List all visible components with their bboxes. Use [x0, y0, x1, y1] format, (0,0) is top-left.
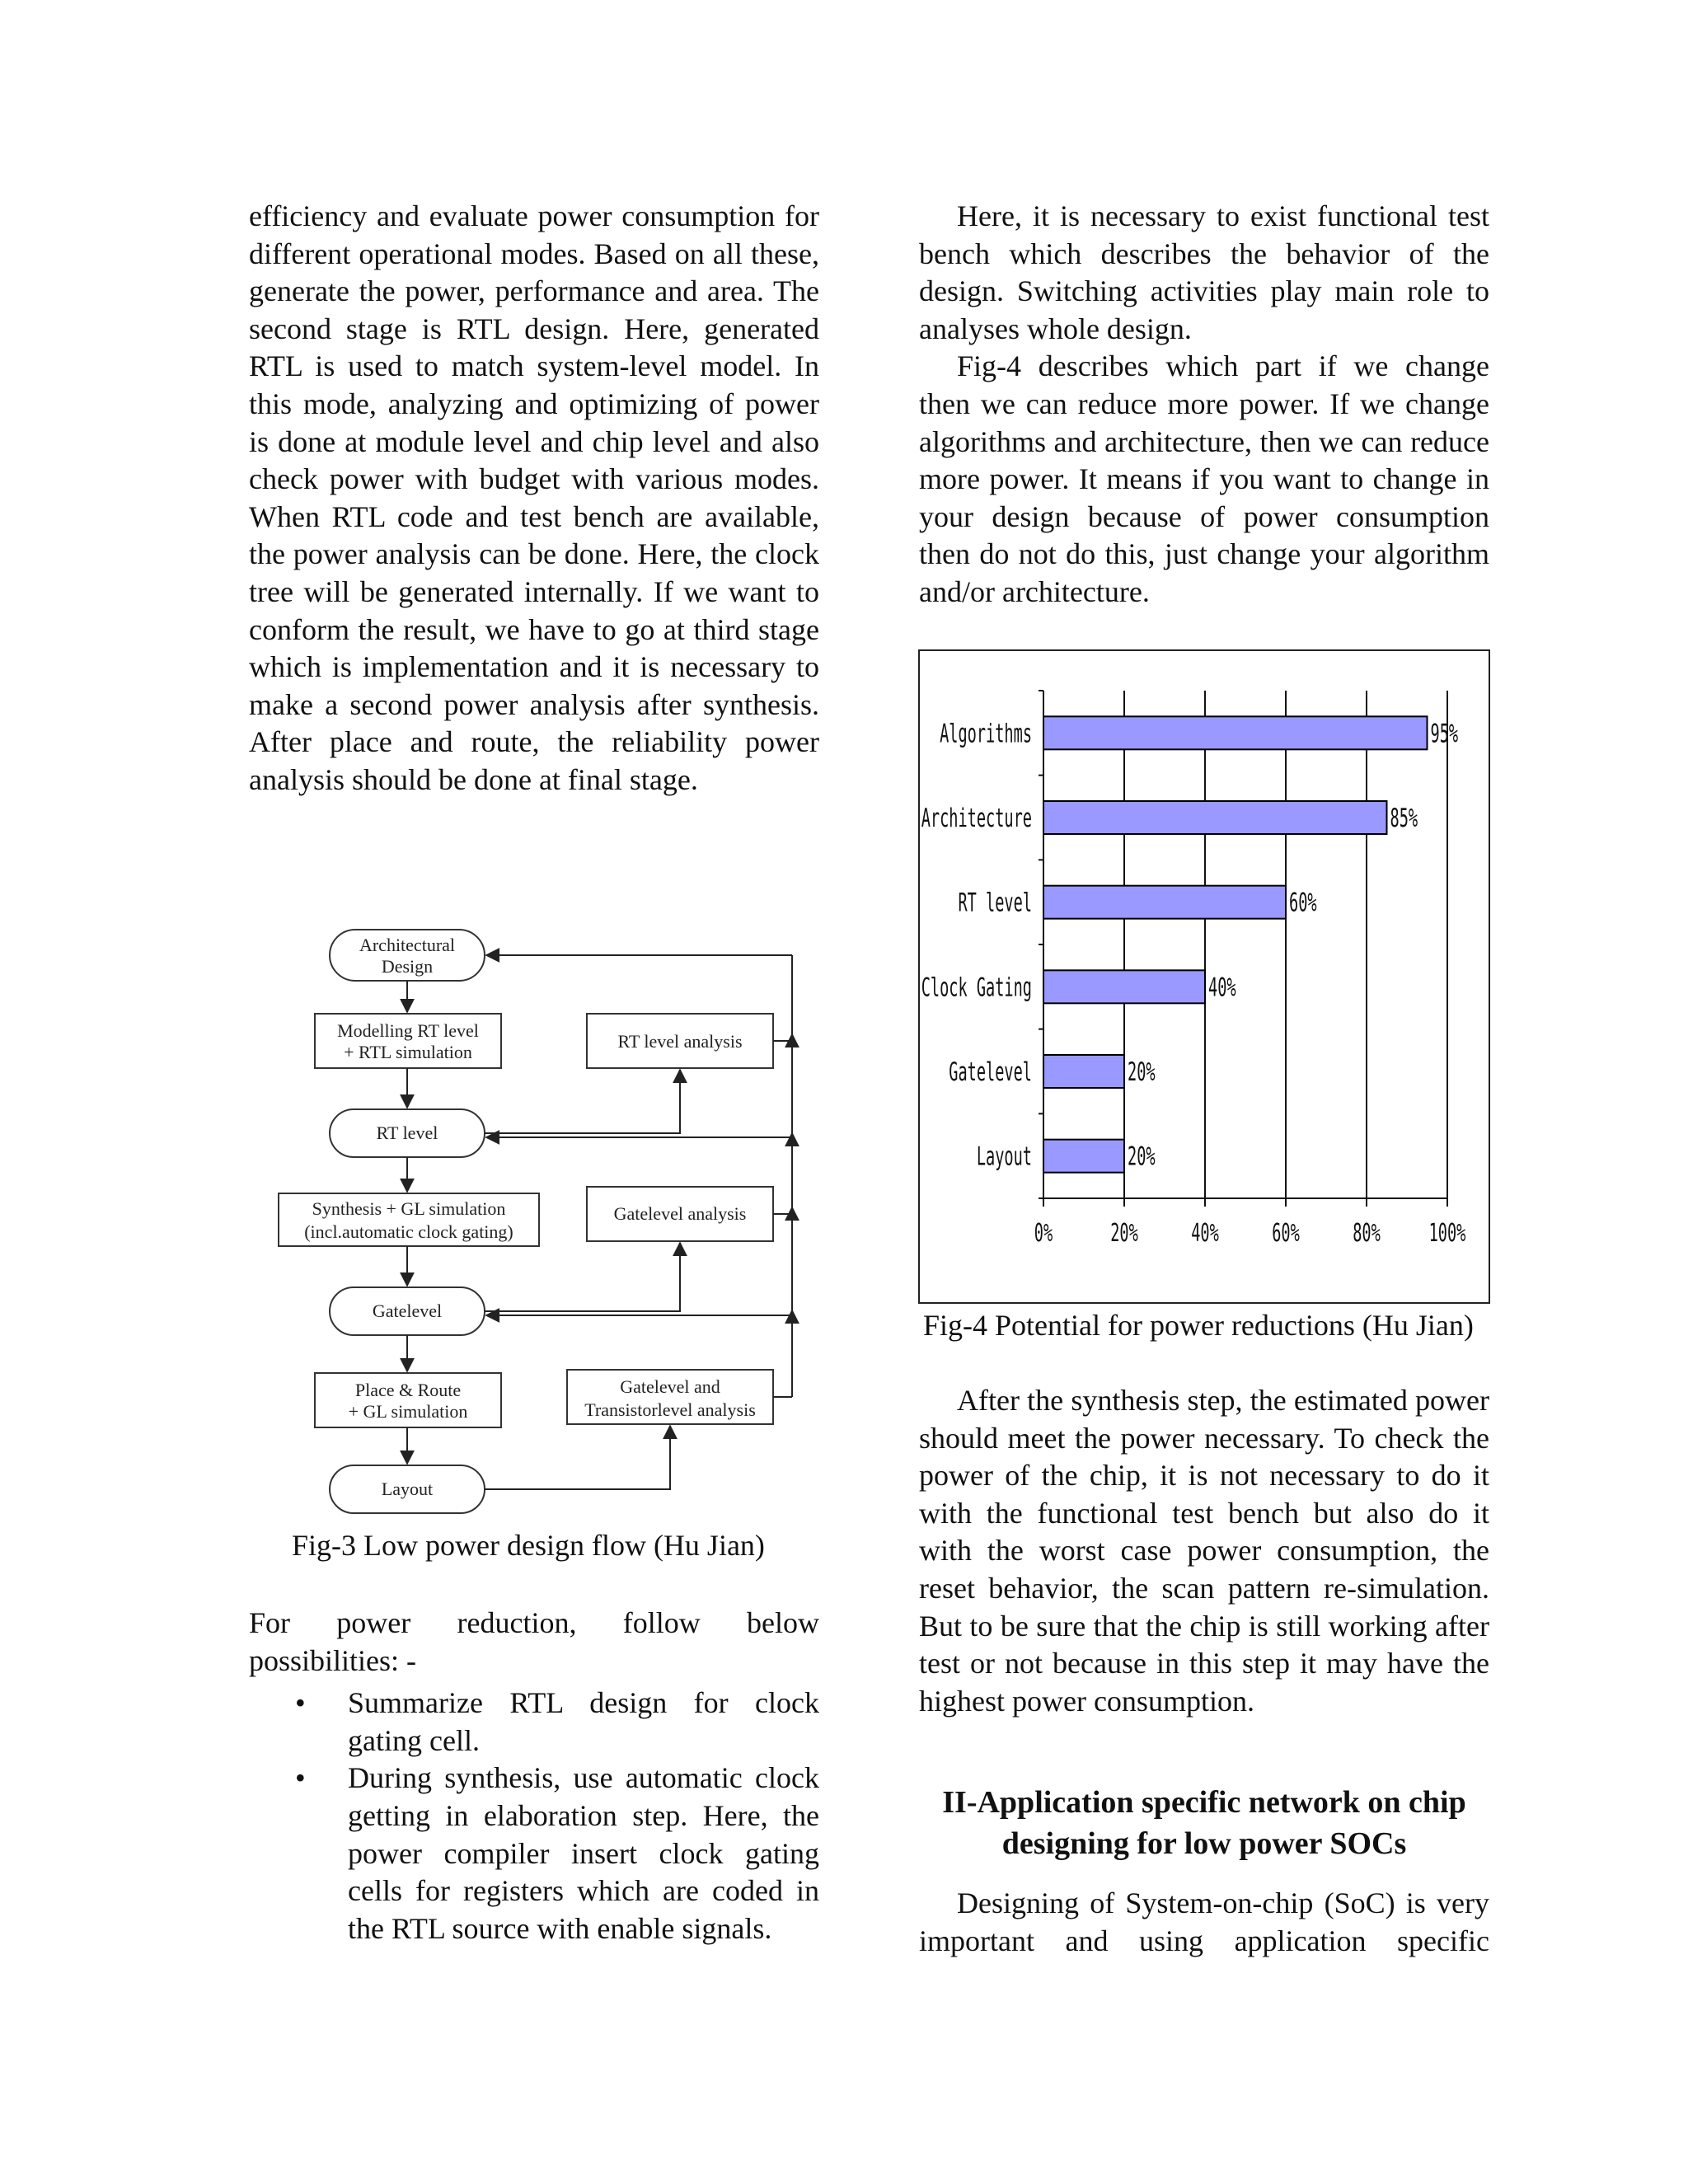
bullet-list: [249, 1685, 819, 1947]
trans-label-2: Transistorlevel analysis: [584, 1399, 756, 1420]
bar-gatelevel: [1043, 1055, 1124, 1088]
arrow-rt-to-analysis: [485, 1070, 680, 1133]
bullets-intro: For power reduction, follow below possibilities: -: [249, 1606, 819, 1677]
body-paragraph: Here, it is necessary to exist functional test bench which describes the behavior of the design. Switching activities play main role to analyses whole design.: [919, 199, 1489, 345]
arch-label-1: Architectural: [359, 935, 456, 955]
fig3-flow-diagram: [272, 915, 816, 1525]
place-label-1: Place & Route: [354, 1380, 462, 1400]
body-paragraph: After the synthesis step, the estimated power should meet the power necessary. To check the power of the chip, it is not necessary to do it with the functional test bench but also do it with the worst case power consumption, the reset behavior, the scan pattern re-simulation. But to be sure that the chip is still working after test or not because in this step it may have the highest power consumption.: [919, 1384, 1489, 1718]
fig4-caption: Fig-4 Potential for power reductions (Hu Jian): [923, 1309, 1474, 1342]
data-label: 60%: [1289, 888, 1317, 919]
gate-analysis-label: Gatelevel analysis: [613, 1203, 747, 1224]
category-label: Algorithms: [940, 719, 1032, 749]
layout-label: Layout: [381, 1479, 434, 1499]
lower-right-column: [919, 1382, 1489, 1720]
lower-left-column: [249, 1605, 819, 1947]
list-item: [249, 1685, 819, 1760]
data-label: 20%: [1128, 1141, 1156, 1173]
x-tick-label: 100%: [1428, 1218, 1466, 1248]
x-tick-label: 80%: [1353, 1218, 1381, 1248]
trans-label-1: Gatelevel and: [620, 1376, 720, 1397]
list-item-text: During synthesis, use automatic clock getting in elaboration step. Here, the power compiler insert clock gating cells for registers which are coded in the RTL source with enable signals.: [348, 1761, 819, 1945]
data-label: 95%: [1430, 719, 1459, 749]
data-label: 85%: [1390, 804, 1418, 834]
arrow-layout-to-analysis: [485, 1426, 670, 1489]
category-label: Gatelevel: [949, 1057, 1032, 1088]
list-item-text: Summarize RTL design for clock gating cell.: [348, 1686, 819, 1757]
bar-rt-level: [1043, 886, 1286, 919]
category-label: Architecture: [921, 804, 1032, 834]
synth-label-1: Synthesis + GL simulation: [312, 1198, 506, 1219]
x-tick-label: 0%: [1034, 1218, 1053, 1248]
left-column: [249, 198, 819, 799]
bullet-icon: •: [295, 1686, 306, 1720]
bar-layout: [1043, 1140, 1124, 1173]
data-label: 40%: [1208, 972, 1236, 1003]
category-label: Clock Gating: [921, 972, 1032, 1003]
list-item: [249, 1760, 819, 1947]
synth-label-2: (incl.automatic clock gating): [304, 1221, 513, 1242]
model-label-2: + RTL simulation: [344, 1042, 472, 1062]
bar-architecture: [1043, 801, 1387, 834]
data-label: 20%: [1128, 1057, 1156, 1088]
body-paragraph: efficiency and evaluate power consumption for different operational modes. Based on all these, generate the power, performance and area. The second stage is RTL design. Here, generated RTL is used to match system-level model. In this mode, analyzing and optimizing of power is done at module level and chip level and also check power with budget with various modes. When RTL code and test bench are available, the power analysis can be done. Here, the clock tree will be generated internally. If we want to conform the result, we have to go at third stage which is implementation and it is necessary to make a second power analysis after synthesis. After place and route, the reliability power analysis should be done at final stage.: [249, 199, 819, 796]
gatelevel-label: Gatelevel: [372, 1301, 443, 1321]
model-label-1: Modelling RT level: [337, 1020, 479, 1041]
closing-column: [919, 1885, 1489, 1960]
fig3-caption: Fig-3 Low power design flow (Hu Jian): [292, 1529, 765, 1562]
x-tick-label: 60%: [1272, 1218, 1300, 1248]
right-column: [919, 198, 1489, 612]
bar-clock-gating: [1043, 970, 1205, 1003]
rt-level-label: RT level: [376, 1122, 438, 1143]
bullet-icon: •: [295, 1761, 306, 1795]
category-label: Layout: [976, 1141, 1032, 1173]
body-paragraph: Fig-4 describes which part if we change then we can reduce more power. If we change algorithms and architecture, then we can reduce more power. It means if you want to change in your design because of power consumption then do not do this, just change your algorithm and/or architecture.: [919, 349, 1489, 608]
arrow-gate-to-analysis: [485, 1243, 680, 1311]
place-label-2: + GL simulation: [348, 1401, 468, 1422]
x-tick-label: 40%: [1191, 1218, 1219, 1248]
body-paragraph: Designing of System-on-chip (SoC) is very important and using application specific: [919, 1886, 1489, 1957]
bar-algorithms: [1043, 716, 1428, 749]
x-tick-label: 20%: [1110, 1218, 1138, 1248]
rt-analysis-label: RT level analysis: [617, 1031, 743, 1052]
fig4-bar-chart: [918, 649, 1490, 1304]
arch-label-2: Design: [381, 956, 434, 977]
section-heading: II-Application specific network on chip designing for low power SOCs: [942, 1785, 1466, 1861]
category-label: RT level: [958, 888, 1032, 919]
